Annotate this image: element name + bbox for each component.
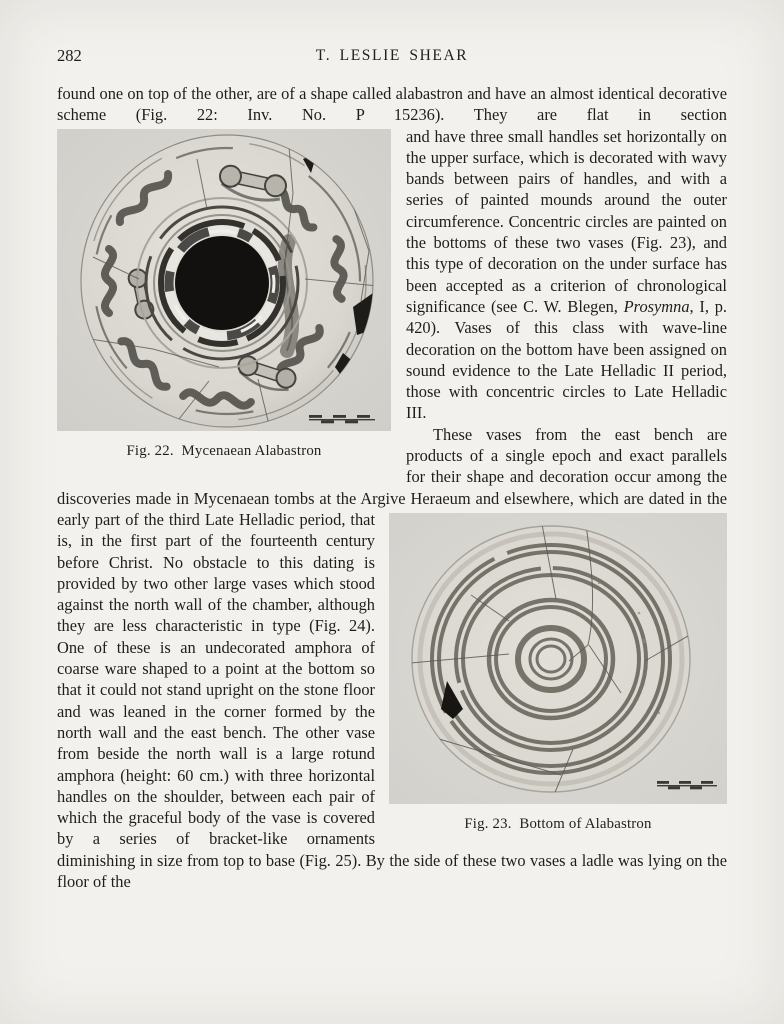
figure-22 bbox=[57, 129, 391, 460]
figure-23 bbox=[389, 513, 727, 833]
paragraph-1-cont-text-a: and have three small handles set horizontally on the upper surface, which is decorated with wavy bands between pairs of handles, and with a series of painted mounds around the outer circumference. Concentric circles are painted on the bottoms of these two vases (Fig. 23), and this type of decoration on the under surface has been accepted as a criterion of chronological significance (see C. W. Blegen, bbox=[406, 126, 727, 316]
alabastron-bottom-photo bbox=[389, 513, 727, 804]
figure-23-caption: Fig. 23. Bottom of Alabastron bbox=[464, 815, 652, 832]
mouth-opening bbox=[175, 236, 269, 330]
paragraph-2-text-a: These vases from the east bench are products of a single epoch and exact parallels for their shape and decoration occur among the discoveries made in Mycenaean tombs at the Argive Heraeum and elsewhere, bbox=[57, 424, 727, 508]
running-title: T. LESLIE SHEAR bbox=[315, 47, 469, 64]
body-text bbox=[57, 83, 727, 892]
page-number: 282 bbox=[57, 46, 82, 65]
alabastron-top-photo bbox=[57, 129, 391, 431]
book-title-prosymna: Prosymna bbox=[623, 296, 690, 316]
paragraph-1-cont-text-b: , I, p. 420). Vases of this class with wave-line decoration on the bottom have been assigned on sound evidence to the Late Helladic II period, those with concentric circles to Late Helladic III. bbox=[406, 296, 727, 423]
paragraph-2-text-b: which are dated in the early part of the third Late Helladic period, that is, in the first part of the fourteenth century before Christ. No obstacle to this dating is provided by two other large vases which stood against the north wall of the chamber, although they are less characteristic in type (Fig. 24). One of these is an undecorated amphora of coarse ware shaped to a point at the bottom so that it could not stand upright on the stone floor and was leaned in the corner formed by the north wall and the east bench. The other vase from beside the north wall is a large rotund amphora (height: 60 cm.) with three horizontal handles on the shoulder, between each pair of which the graceful body of the vase is covered by a series of bracket-like ornaments diminishing in size from top to base (Fig. 25). By the side of these two vases a ladle was lying on the floor of the bbox=[57, 488, 727, 891]
paragraph-1-intro: found one on top of the other, are of a shape called alabastron and have an almost identical decorative scheme (Fig. 22: Inv. No. P 15236). They are flat in section bbox=[57, 84, 727, 125]
figure-22-caption: Fig. 22. Mycenaean Alabastron bbox=[126, 442, 322, 459]
mouth-rings bbox=[137, 198, 307, 368]
paragraph-2 bbox=[57, 424, 727, 893]
running-head bbox=[57, 46, 727, 68]
